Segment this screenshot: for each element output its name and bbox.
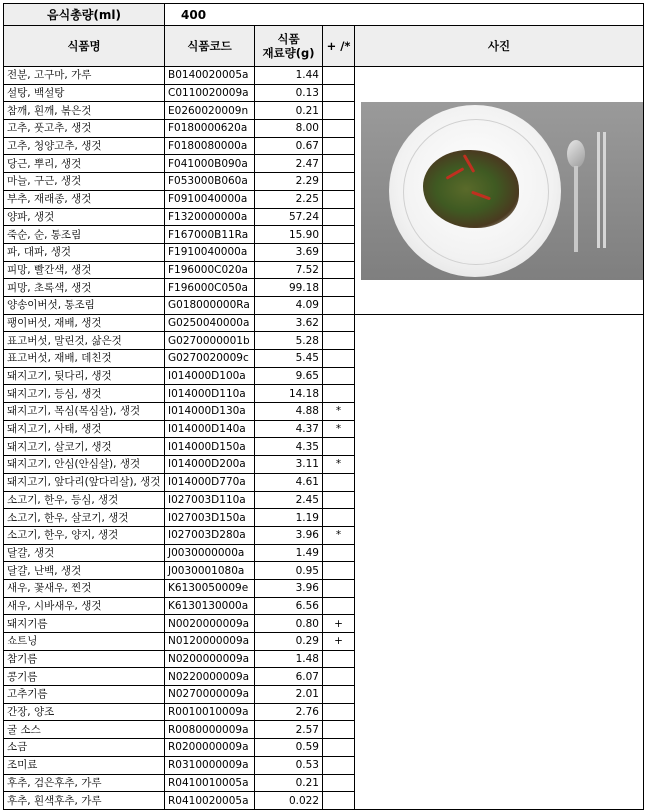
column-header-name: 식품명 bbox=[4, 26, 165, 67]
food-flag-cell bbox=[323, 756, 355, 774]
food-code-cell: F196000C050a bbox=[165, 279, 255, 297]
food-amount-cell: 2.57 bbox=[255, 721, 323, 739]
food-code-cell: J0030000000a bbox=[165, 544, 255, 562]
food-code-cell: R0410020005a bbox=[165, 792, 255, 810]
food-code-cell: J0030001080a bbox=[165, 562, 255, 580]
food-name-cell: 후추, 흰색후추, 가루 bbox=[4, 792, 165, 810]
food-code-cell: C0110020009a bbox=[165, 84, 255, 102]
food-amount-cell: 2.76 bbox=[255, 703, 323, 721]
food-photo bbox=[361, 102, 643, 280]
food-name-cell: 고추기름 bbox=[4, 686, 165, 704]
food-code-cell: F0180000620a bbox=[165, 120, 255, 138]
food-amount-cell: 5.28 bbox=[255, 332, 323, 350]
food-name-cell: 소금 bbox=[4, 739, 165, 757]
column-header-photo: 사진 bbox=[355, 26, 644, 67]
food-name-cell: 돼지고기, 사태, 생것 bbox=[4, 420, 165, 438]
food-flag-cell bbox=[323, 84, 355, 102]
food-amount-cell: 14.18 bbox=[255, 385, 323, 403]
spoon-handle bbox=[574, 166, 578, 252]
food-name-cell: 콩기름 bbox=[4, 668, 165, 686]
food-amount-cell: 1.48 bbox=[255, 650, 323, 668]
food-amount-cell: 3.96 bbox=[255, 579, 323, 597]
ingredient-table bbox=[3, 3, 644, 810]
food-flag-cell bbox=[323, 385, 355, 403]
food-name-cell: 피망, 초록색, 생것 bbox=[4, 279, 165, 297]
food-amount-cell: 57.24 bbox=[255, 208, 323, 226]
food-flag-cell bbox=[323, 208, 355, 226]
food-amount-cell: 1.44 bbox=[255, 67, 323, 85]
food-amount-cell: 5.45 bbox=[255, 350, 323, 368]
food-code-cell: I027003D150a bbox=[165, 509, 255, 527]
food-flag-cell: + bbox=[323, 615, 355, 633]
food-code-cell: E0260020009n bbox=[165, 102, 255, 120]
food-code-cell: I027003D110a bbox=[165, 491, 255, 509]
total-volume-value: 400 bbox=[165, 4, 644, 26]
food-name-cell: 쇼트닝 bbox=[4, 633, 165, 651]
food-flag-cell bbox=[323, 332, 355, 350]
food-amount-cell: 2.47 bbox=[255, 155, 323, 173]
food-flag-cell bbox=[323, 243, 355, 261]
food-flag-cell bbox=[323, 279, 355, 297]
column-header-row bbox=[4, 26, 644, 67]
food-code-cell: I014000D200a bbox=[165, 456, 255, 474]
food-flag-cell bbox=[323, 350, 355, 368]
food-flag-cell bbox=[323, 155, 355, 173]
food-name-cell: 파, 대파, 생것 bbox=[4, 243, 165, 261]
food-name-cell: 표고버섯, 말린것, 삶은것 bbox=[4, 332, 165, 350]
food-name-cell: 후추, 검은후추, 가루 bbox=[4, 774, 165, 792]
food-amount-cell: 2.29 bbox=[255, 173, 323, 191]
food-name-cell: 부추, 재래종, 생것 bbox=[4, 190, 165, 208]
food-code-cell: R0310000009a bbox=[165, 756, 255, 774]
food-amount-cell: 0.80 bbox=[255, 615, 323, 633]
food-flag-cell bbox=[323, 491, 355, 509]
food-flag-cell bbox=[323, 438, 355, 456]
total-volume-row bbox=[4, 4, 644, 26]
food-code-cell: G0270000001b bbox=[165, 332, 255, 350]
food-flag-cell bbox=[323, 562, 355, 580]
food-amount-cell: 0.29 bbox=[255, 633, 323, 651]
food-flag-cell bbox=[323, 703, 355, 721]
food-amount-cell: 3.62 bbox=[255, 314, 323, 332]
food-amount-cell: 7.52 bbox=[255, 261, 323, 279]
food-code-cell: N0270000009a bbox=[165, 686, 255, 704]
food-amount-cell: 0.13 bbox=[255, 84, 323, 102]
food-code-cell: F053000B060a bbox=[165, 173, 255, 191]
food-amount-cell: 2.25 bbox=[255, 190, 323, 208]
food-name-cell: 달걀, 난백, 생것 bbox=[4, 562, 165, 580]
food-name-cell: 돼지고기, 목심(목심살), 생것 bbox=[4, 403, 165, 421]
food-amount-cell: 99.18 bbox=[255, 279, 323, 297]
food-flag-cell bbox=[323, 137, 355, 155]
food-code-cell: N0120000009a bbox=[165, 633, 255, 651]
food-flag-cell: + bbox=[323, 633, 355, 651]
food-name-cell: 참기름 bbox=[4, 650, 165, 668]
food-code-cell: I014000D150a bbox=[165, 438, 255, 456]
food-name-cell: 팽이버섯, 재배, 생것 bbox=[4, 314, 165, 332]
food-code-cell: G0250040000a bbox=[165, 314, 255, 332]
food-flag-cell bbox=[323, 102, 355, 120]
food-amount-cell: 4.09 bbox=[255, 296, 323, 314]
food-name-cell: 굴 소스 bbox=[4, 721, 165, 739]
food-name-cell: 피망, 빨간색, 생것 bbox=[4, 261, 165, 279]
total-volume-label: 음식총량(ml) bbox=[4, 4, 165, 26]
food-flag-cell bbox=[323, 668, 355, 686]
food-flag-cell bbox=[323, 597, 355, 615]
food-name-cell: 돼지고기, 앞다리(앞다리살), 생것 bbox=[4, 473, 165, 491]
food-name-cell: 소고기, 한우, 양지, 생것 bbox=[4, 526, 165, 544]
food-code-cell: I014000D100a bbox=[165, 367, 255, 385]
food-name-cell: 돼지고기, 안심(안심살), 생것 bbox=[4, 456, 165, 474]
table-row bbox=[4, 314, 644, 332]
food-code-cell: N0020000009a bbox=[165, 615, 255, 633]
food-name-cell: 설탕, 백설탕 bbox=[4, 84, 165, 102]
food-code-cell: G018000000Ra bbox=[165, 296, 255, 314]
food-amount-cell: 0.21 bbox=[255, 102, 323, 120]
food-flag-cell bbox=[323, 296, 355, 314]
food-name-cell: 새우, 꽃새우, 찐것 bbox=[4, 579, 165, 597]
food-name-cell: 돼지고기, 살코기, 생것 bbox=[4, 438, 165, 456]
food-amount-cell: 1.49 bbox=[255, 544, 323, 562]
food-amount-cell: 6.56 bbox=[255, 597, 323, 615]
food-code-cell: F196000C020a bbox=[165, 261, 255, 279]
food-amount-cell: 8.00 bbox=[255, 120, 323, 138]
food-code-cell: K6130050009e bbox=[165, 579, 255, 597]
food-flag-cell bbox=[323, 686, 355, 704]
food-code-cell: F167000B11Ra bbox=[165, 226, 255, 244]
food-code-cell: R0200000009a bbox=[165, 739, 255, 757]
food-code-cell: R0410010005a bbox=[165, 774, 255, 792]
food-flag-cell bbox=[323, 190, 355, 208]
food-name-cell: 양파, 생것 bbox=[4, 208, 165, 226]
food-amount-cell: 6.07 bbox=[255, 668, 323, 686]
food-code-cell: R0010010009a bbox=[165, 703, 255, 721]
food-amount-cell: 4.88 bbox=[255, 403, 323, 421]
food-name-cell: 새우, 시바새우, 생것 bbox=[4, 597, 165, 615]
chopstick-icon bbox=[603, 132, 606, 248]
food-code-cell: B0140020005a bbox=[165, 67, 255, 85]
food-amount-cell: 2.01 bbox=[255, 686, 323, 704]
food-flag-cell: * bbox=[323, 403, 355, 421]
food-flag-cell bbox=[323, 120, 355, 138]
food-flag-cell: * bbox=[323, 526, 355, 544]
food-flag-cell bbox=[323, 774, 355, 792]
food-amount-cell: 4.37 bbox=[255, 420, 323, 438]
photo-cell bbox=[355, 67, 644, 315]
food-flag-cell bbox=[323, 721, 355, 739]
food-name-cell: 조미료 bbox=[4, 756, 165, 774]
food-amount-cell: 9.65 bbox=[255, 367, 323, 385]
food-amount-cell: 3.11 bbox=[255, 456, 323, 474]
food-name-cell: 고추, 청양고추, 생것 bbox=[4, 137, 165, 155]
food-name-cell: 양송이버섯, 통조림 bbox=[4, 296, 165, 314]
food-flag-cell bbox=[323, 367, 355, 385]
food-name-cell: 표고버섯, 재배, 데친것 bbox=[4, 350, 165, 368]
food-code-cell: R0080000009a bbox=[165, 721, 255, 739]
food-name-cell: 죽순, 순, 통조림 bbox=[4, 226, 165, 244]
food-amount-cell: 0.67 bbox=[255, 137, 323, 155]
food-flag-cell: * bbox=[323, 420, 355, 438]
food-flag-cell bbox=[323, 67, 355, 85]
table-row bbox=[4, 67, 644, 85]
food-code-cell: F0180080000a bbox=[165, 137, 255, 155]
food-code-cell: I014000D110a bbox=[165, 385, 255, 403]
food-flag-cell: * bbox=[323, 456, 355, 474]
food-code-cell: F0910040000a bbox=[165, 190, 255, 208]
food-flag-cell bbox=[323, 579, 355, 597]
food-name-cell: 간장, 양조 bbox=[4, 703, 165, 721]
food-name-cell: 달걀, 생것 bbox=[4, 544, 165, 562]
food-amount-cell: 3.69 bbox=[255, 243, 323, 261]
food-amount-cell: 0.022 bbox=[255, 792, 323, 810]
food-flag-cell bbox=[323, 650, 355, 668]
food-amount-cell: 0.21 bbox=[255, 774, 323, 792]
food-flag-cell bbox=[323, 314, 355, 332]
food-code-cell: F1910040000a bbox=[165, 243, 255, 261]
food-flag-cell bbox=[323, 173, 355, 191]
food-name-cell: 돼지고기, 뒷다리, 생것 bbox=[4, 367, 165, 385]
food-code-cell: I014000D130a bbox=[165, 403, 255, 421]
food-amount-cell: 15.90 bbox=[255, 226, 323, 244]
food-amount-cell: 1.19 bbox=[255, 509, 323, 527]
food-name-cell: 당근, 뿌리, 생것 bbox=[4, 155, 165, 173]
food-code-cell: N0200000009a bbox=[165, 650, 255, 668]
food-code-cell: N0220000009a bbox=[165, 668, 255, 686]
food-amount-cell: 0.59 bbox=[255, 739, 323, 757]
food-amount-cell: 4.61 bbox=[255, 473, 323, 491]
food-name-cell: 소고기, 한우, 등심, 생것 bbox=[4, 491, 165, 509]
food-name-cell: 고추, 풋고추, 생것 bbox=[4, 120, 165, 138]
food-flag-cell bbox=[323, 509, 355, 527]
food-code-cell: F1320000000a bbox=[165, 208, 255, 226]
food-flag-cell bbox=[323, 739, 355, 757]
spoon-icon bbox=[567, 140, 585, 168]
column-header-code: 식품코드 bbox=[165, 26, 255, 67]
food-amount-cell: 0.53 bbox=[255, 756, 323, 774]
food-amount-cell: 0.95 bbox=[255, 562, 323, 580]
chopstick-icon bbox=[597, 132, 600, 248]
food-name-cell: 돼지고기, 등심, 생것 bbox=[4, 385, 165, 403]
food-code-cell: K6130130000a bbox=[165, 597, 255, 615]
food-code-cell: I014000D770a bbox=[165, 473, 255, 491]
food-name-cell: 전분, 고구마, 가루 bbox=[4, 67, 165, 85]
food-code-cell: G0270020009c bbox=[165, 350, 255, 368]
food-code-cell: I014000D140a bbox=[165, 420, 255, 438]
column-header-amount: 식품 재료량(g) bbox=[255, 26, 323, 67]
food-amount-cell: 2.45 bbox=[255, 491, 323, 509]
food-code-cell: I027003D280a bbox=[165, 526, 255, 544]
food-flag-cell bbox=[323, 544, 355, 562]
food-flag-cell bbox=[323, 792, 355, 810]
food-flag-cell bbox=[323, 261, 355, 279]
column-header-flag: + /* bbox=[323, 26, 355, 67]
food-name-cell: 마늘, 구근, 생것 bbox=[4, 173, 165, 191]
food-code-cell: F041000B090a bbox=[165, 155, 255, 173]
food-amount-cell: 3.96 bbox=[255, 526, 323, 544]
food-name-cell: 소고기, 한우, 살코기, 생것 bbox=[4, 509, 165, 527]
food-name-cell: 참깨, 흰깨, 볶은것 bbox=[4, 102, 165, 120]
empty-photo-cell bbox=[355, 314, 644, 809]
food-flag-cell bbox=[323, 226, 355, 244]
food-name-cell: 돼지기름 bbox=[4, 615, 165, 633]
food-flag-cell bbox=[323, 473, 355, 491]
food-amount-cell: 4.35 bbox=[255, 438, 323, 456]
